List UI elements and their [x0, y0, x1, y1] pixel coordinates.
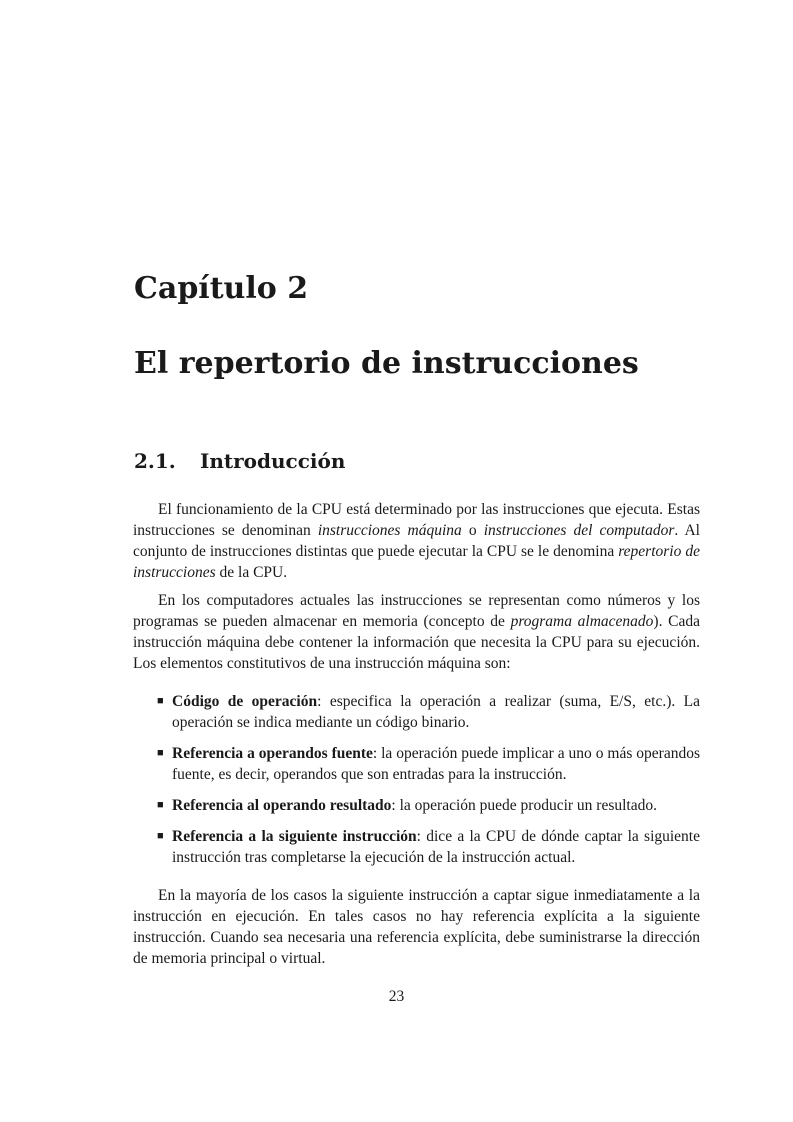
list-item-term: Referencia a la siguiente instrucción	[172, 828, 417, 845]
list-item	[133, 691, 700, 733]
section-heading	[134, 451, 345, 471]
bullet-icon: ■	[157, 830, 164, 842]
list-item	[133, 743, 700, 785]
list-item-text: : la operación puede producir un resultado.	[391, 797, 657, 814]
list-item	[133, 826, 700, 868]
paragraph-1-text: o	[461, 522, 484, 539]
paragraph-1-text: El funcionamiento de la CPU está determinado por las instrucciones que ejecuta. Estas instrucciones se denominan	[133, 501, 700, 539]
list-item-text: : especifica la operación a realizar (suma, E/S, etc.). La operación se indica mediante un código binario.	[172, 693, 700, 731]
list-item-term: Referencia a operandos fuente	[172, 745, 373, 762]
section-number: 2.1.	[134, 449, 176, 473]
list-item-text: : dice a la CPU de dónde captar la siguiente instrucción tras completarse la ejecución de la instrucción actual.	[172, 828, 700, 866]
chapter-title: El repertorio de instrucciones	[134, 346, 639, 381]
paragraph-2-text: ). Cada instrucción máquina debe contener la información que necesita la CPU para su ejecución. Los elementos constitutivos de una instrucción máquina son:	[133, 613, 700, 672]
list-item-text: : la operación puede implicar a uno o más operandos fuente, es decir, operandos que son entradas para la instrucción.	[172, 745, 700, 783]
emphasis-programa-almacenado: programa almacenado	[510, 613, 654, 630]
list-item-term: Referencia al operando resultado	[172, 797, 392, 814]
paragraph-2-text: En los computadores actuales las instrucciones se representan como números y los programas se pueden almacenar en memoria (concepto de	[133, 592, 700, 630]
bullet-icon: ■	[157, 799, 164, 811]
emphasis-instrucciones-maquina: instrucciones máquina	[317, 522, 462, 539]
body-text	[133, 499, 700, 976]
section-title-text: Introducción	[200, 449, 346, 473]
chapter-label: Capítulo 2	[134, 271, 309, 306]
paragraph-2	[133, 590, 700, 674]
list-item	[133, 795, 700, 816]
bullet-icon: ■	[157, 695, 164, 707]
paragraph-1	[133, 499, 700, 583]
paragraph-1-text: . Al conjunto de instrucciones distintas que puede ejecutar la CPU se le denomina	[133, 522, 700, 560]
emphasis-instrucciones-computador: instrucciones del computador	[483, 522, 675, 539]
paragraph-1-text: de la CPU.	[215, 564, 288, 581]
bullet-icon: ■	[157, 747, 164, 759]
paragraph-3: En la mayoría de los casos la siguiente instrucción a captar sigue inmediatamente a la instrucción en ejecución. En tales casos no hay referencia explícita a la siguiente instrucción. Cuando sea necesaria una referencia explícita, debe suministrarse la dirección de memoria principal o virtual.	[133, 887, 700, 967]
emphasis-repertorio: repertorio de instrucciones	[133, 543, 700, 581]
list-item-term: Código de operación	[172, 693, 318, 710]
instruction-elements-list	[133, 691, 700, 868]
page-number: 23	[388, 988, 405, 1005]
